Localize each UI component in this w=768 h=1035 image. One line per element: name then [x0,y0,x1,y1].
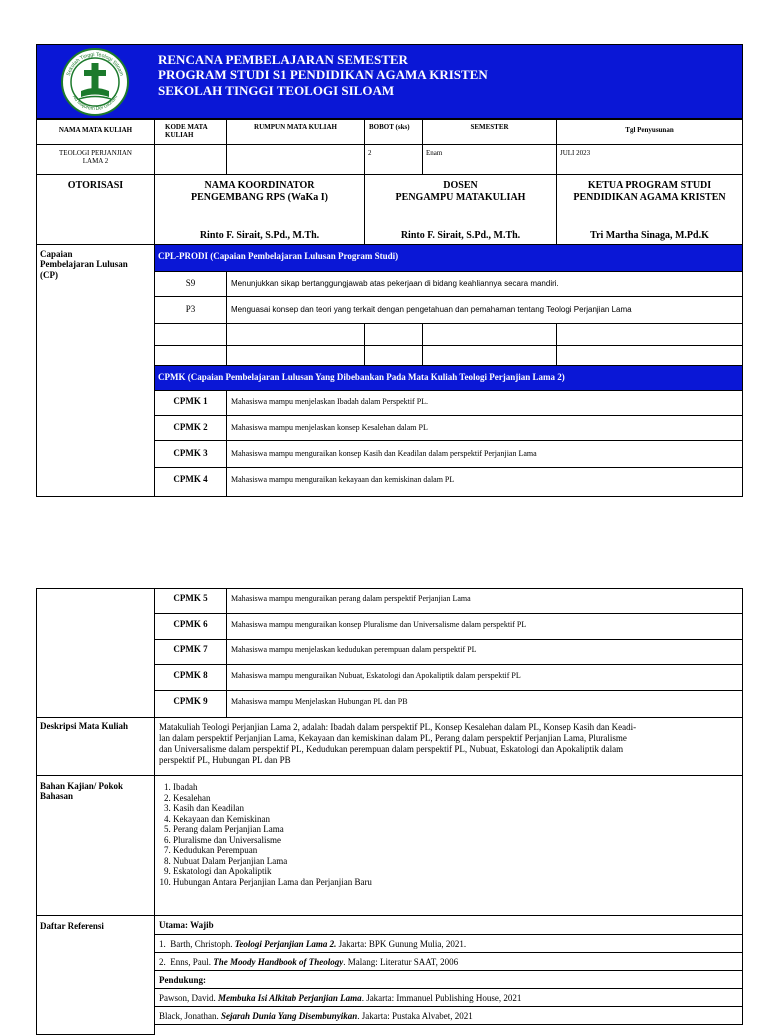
referensi-pendukung-2 [154,1006,743,1025]
cpmk-text-cell: Mahasiswa mampu menjelaskan Ibadah dalam Perspektif PL. [226,390,743,416]
kode-label-cell: KODE MATA KULIAH [154,119,227,145]
logo-bottom-text: Ad Majorem Dei Gloriam [70,94,120,113]
bobot-value-cell: 2 [364,144,423,175]
empty-cell [422,345,557,366]
cpmk-code-cell: CPMK 9 [154,690,227,718]
list-item: 4. Kekayaan dan Kemiskinan [173,814,372,825]
deskripsi-label-cell: Deskripsi Mata Kuliah [36,717,155,776]
referensi-utama-2 [154,952,743,971]
cpmk-text-cell: Mahasiswa mampu menjelaskan konsep Kesalehan dalam PL [226,415,743,441]
reference-entry: 2. Enns, Paul. The Moody Handbook of Theology. Malang: Literatur SAAT, 2006 [159,957,459,967]
referensi-pendukung-label-cell: Pendukung: [154,970,743,989]
cpmk-code-cell: CPMK 8 [154,664,227,691]
rumpun-label-cell: RUMPUN MATA KULIAH [226,119,365,145]
cpmk-code-cell: CPMK 1 [154,390,227,416]
empty-cell [556,323,743,346]
cp-label-cell-continued [36,588,155,718]
cpmk-text-cell: Mahasiswa mampu menguraikan perang dalam perspektif Perjanjian Lama [226,588,743,614]
koordinator-cell: NAMA KOORDINATOR PENGEMBANG RPS (WaKa I) Rinto F. Sirait, S.Pd., M.Th. [154,174,365,245]
dosen-cell: DOSEN PENGAMPU MATAKULIAH Rinto F. Sirait, S.Pd., M.Th. [364,174,557,245]
list-item: 9. Eskatologi dan Apokaliptik [173,866,372,877]
bobot-label-cell: BOBOT (sks) [364,119,423,145]
cpmk-code-cell: CPMK 3 [154,440,227,468]
rumpun-value-cell [226,144,365,175]
empty-cell [226,323,365,346]
empty-cell [556,345,743,366]
tgl-value-cell: JULI 2023 [556,144,743,175]
empty-cell [364,345,423,366]
empty-cell [422,323,557,346]
empty-cell [154,323,227,346]
list-item: 2. Kesalehan [173,793,372,804]
cpmk-text-cell: Mahasiswa mampu menjelaskan kedudukan perempuan dalam perspektif PL [226,639,743,665]
list-item: 6. Pluralisme dan Universalisme [173,835,372,846]
empty-cell [154,345,227,366]
header-line-3: SEKOLAH TINGGI TEOLOGI SILOAM [158,83,395,98]
bahan-label-cell: Bahan Kajian/ Pokok Bahasan [36,775,155,916]
nama-label-cell: NAMA MATA KULIAH [36,119,155,145]
list-item: 8. Nubuat Dalam Perjanjian Lama [173,856,372,867]
cpmk-code-cell: CPMK 4 [154,467,227,497]
cpl-title-bar: CPL-PRODI (Capaian Pembelajaran Lulusan Program Studi) [154,244,743,272]
list-item: 10. Hubungan Antara Perjanjian Lama dan Perjanjian Baru [173,877,372,888]
empty-cell [364,323,423,346]
cpmk-code-cell: CPMK 2 [154,415,227,441]
reference-entry: 1. Barth, Christoph. Teologi Perjanjian Lama 2. Jakarta: BPK Gunung Mulia, 2021. [159,939,467,949]
reference-entry: Pawson, David. Membuka Isi Alkitab Perjanjian Lama. Jakarta: Immanuel Publishing House, 2021 [159,993,522,1003]
cpmk-text-cell: Mahasiswa mampu Menjelaskan Hubungan PL dan PB [226,690,743,718]
list-item: 5. Perang dalam Perjanjian Lama [173,824,372,835]
page-2 [0,560,768,1024]
cpmk-text-cell: Mahasiswa mampu menguraikan konsep Kasih dan Keadilan dalam perspektif Perjanjian Lama [226,440,743,468]
referensi-utama-1 [154,934,743,953]
cpmk-text-cell: Mahasiswa mampu menguraikan konsep Pluralisme dan Universalisme dalam perspektif PL [226,613,743,640]
reference-entry: Black, Jonathan. Sejarah Dunia Yang Disembunyikan. Jakarta: Pustaka Alvabet, 2021 [159,1011,473,1021]
referensi-label-cell: Daftar Referensi [36,915,155,1035]
ketua-cell: KETUA PROGRAM STUDI PENDIDIKAN AGAMA KRISTEN Tri Martha Sinaga, M.Pd.K [556,174,743,245]
cpmk-code-cell: CPMK 7 [154,639,227,665]
cpl-code-cell: P3 [154,296,227,324]
header-line-1: RENCANA PEMBELAJARAN SEMESTER [158,52,408,67]
cpmk-text-cell: Mahasiswa mampu menguraikan Nubuat, Eskatologi dan Apokaliptik dalam perspektif PL [226,664,743,691]
bahan-list-cell [154,775,743,916]
list-item: 7. Kedudukan Perempuan [173,845,372,856]
deskripsi-text-cell: Matakuliah Teologi Perjanjian Lama 2, adalah: Ibadah dalam perspektif PL, Konsep Kesalehan dalam PL, Konsep Kasih dan Keadi- lan dalam perspektif Perjanjian Lama, Kekayaan dan kemiskinan dalam PL, Perang dalam perspektif Perjanjian Lama, Pluralisme dan Universalisme dalam perspektif PL, Kedudukan perempuan dalam perspektif PL, Nubuat, Eskatologi dan Apokaliptik dalam perspektif PL, Hubungan PL dan PB [154,717,743,776]
semester-label-cell: SEMESTER [422,119,557,145]
cpmk-text-cell: Mahasiswa mampu menguraikan kekayaan dan kemiskinan dalam PL [226,467,743,497]
referensi-utama-label-cell: Utama: Wajib [154,915,743,935]
tgl-label-cell: Tgl Penyusunan [556,119,743,145]
nama-value-cell: TEOLOGI PERJANJIAN LAMA 2 [36,144,155,175]
empty-cell [226,345,365,366]
cp-label-cell: Capaian Pembelajaran Lulusan (CP) [36,244,155,497]
list-item: 1. Ibadah [173,782,372,793]
referensi-pendukung-1 [154,988,743,1007]
bahan-list [159,782,372,887]
semester-value-cell: Enam [422,144,557,175]
cpmk-code-cell: CPMK 5 [154,588,227,614]
cpl-text-cell: Menunjukkan sikap bertanggungjawab atas pekerjaan di bidang keahliannya secara mandiri. [226,271,743,297]
cpmk-code-cell: CPMK 6 [154,613,227,640]
rps-header [36,44,743,119]
cpmk-title-bar: CPMK (Capaian Pembelajaran Lulusan Yang Dibebankan Pada Mata Kuliah Teologi Perjanjian Lama 2) [154,365,743,391]
header-line-2: PROGRAM STUDI S1 PENDIDIKAN AGAMA KRISTEN [158,67,488,82]
logo-cell [36,44,154,119]
kode-value-cell [154,144,227,175]
cpl-code-cell: S9 [154,271,227,297]
list-item: 3. Kasih dan Keadilan [173,803,372,814]
school-logo-icon [60,47,130,117]
otorisasi-cell: OTORISASI [36,174,155,245]
logo-top-text: Sekolah Tinggi Teologi Siloam [65,51,125,77]
cpl-text-cell: Menguasai konsep dan teori yang terkait dengan pengetahuan dan pemahaman tentang Teologi Perjanjian Lama [226,296,743,324]
